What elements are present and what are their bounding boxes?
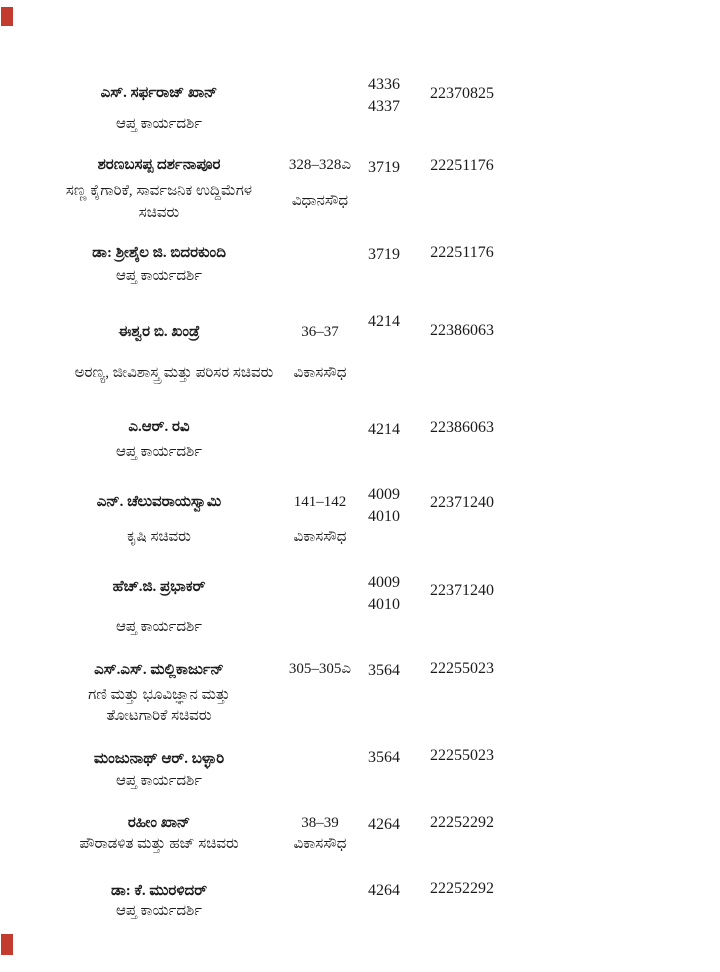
extension-line: 3564 (368, 662, 400, 679)
entry-3-role: ಆಪ್ತ ಕಾರ್ಯದರ್ಶಿ (115, 268, 203, 284)
entry-3-phone: 22251176 (430, 244, 494, 261)
entry-4-phone: 22386063 (430, 322, 494, 339)
extension-line: 4214 (368, 421, 400, 438)
entry-6-location: ವಿಕಾಸಸೌಧ (293, 529, 347, 545)
entry-2-phone: 22251176 (430, 157, 494, 174)
extension-line: 4337 (368, 98, 400, 115)
entry-10-department-line1: ಪೌರಾಡಳಿತ ಮತ್ತು ಹಜ್ ಸಚಿವರು (79, 836, 239, 852)
extension-line: 3564 (368, 749, 400, 766)
entry-10-room: 38–39 (301, 815, 339, 831)
entry-6-room: 141–142 (293, 494, 347, 510)
entry-5-extensions (356, 419, 412, 441)
entry-8-name: ಎಸ್.ಎಸ್. ಮಲ್ಲಿಕಾರ್ಜುನ್ (94, 662, 224, 678)
entry-10-name: ರಹೀಂ ಖಾನ್ (127, 815, 191, 831)
entry-6-name: ಎನ್. ಚೆಲುವರಾಯಸ್ವಾಮಿ (96, 494, 222, 510)
entry-9-role: ಆಪ್ತ ಕಾರ್ಯದರ್ಶಿ (115, 773, 203, 789)
entry-11-extensions (356, 880, 412, 902)
entry-2-room: 328–328ಎ (288, 157, 352, 173)
scan-red-mark-top (1, 7, 13, 26)
entry-5-name: ಎ.ಆರ್. ರವಿ (128, 419, 190, 435)
extension-line: 4264 (368, 816, 400, 833)
entry-1-phone: 22370825 (430, 85, 494, 102)
extension-line: 4336 (368, 76, 400, 93)
entry-10-location: ವಿಕಾಸಸೌಧ (293, 836, 347, 852)
entry-1-name: ಎಸ್. ಸರ್ಫರಾಜ್ ಖಾನ್ (100, 85, 218, 101)
entry-8-phone: 22255023 (430, 660, 494, 677)
entry-6-department-line1: ಕೃಷಿ ಸಚಿವರು (127, 529, 191, 545)
entry-9-phone: 22255023 (430, 747, 494, 764)
entry-5-phone: 22386063 (430, 419, 494, 436)
extension-line: 3719 (368, 159, 400, 176)
extension-line: 4214 (368, 313, 400, 330)
extension-line: 4264 (368, 882, 400, 899)
entry-1-role: ಆಪ್ತ ಕಾರ್ಯದರ್ಶಿ (115, 116, 203, 132)
entry-8-department-line2: ತೋಟಗಾರಿಕೆ ಸಚಿವರು (106, 708, 212, 724)
entry-7-role: ಆಪ್ತ ಕಾರ್ಯದರ್ಶಿ (115, 619, 203, 635)
entry-8-department-line1: ಗಣಿ ಮತ್ತು ಭೂವಿಜ್ಞಾನ ಮತ್ತು (88, 687, 230, 703)
entry-4-location: ವಿಕಾಸಸೌಧ (293, 365, 347, 381)
entry-2-department-line1: ಸಣ್ಣ ಕೈಗಾರಿಕೆ, ಸಾರ್ವಜನಿಕ ಉದ್ದಿಮೆಗಳ (65, 183, 253, 199)
entry-7-extensions (356, 572, 412, 616)
entry-4-extensions (356, 311, 412, 333)
entry-10-phone: 22252292 (430, 814, 494, 831)
entry-2-department-line2: ಸಚಿವರು (138, 205, 180, 221)
entry-6-phone: 22371240 (430, 494, 494, 511)
entry-3-extensions (356, 244, 412, 266)
entry-7-phone: 22371240 (430, 582, 494, 599)
extension-line: 3719 (368, 246, 400, 263)
entry-6-extensions (356, 484, 412, 528)
entry-11-role: ಆಪ್ತ ಕಾರ್ಯದರ್ಶಿ (115, 903, 203, 919)
entry-2-name: ಶರಣಬಸಪ್ಪ ದರ್ಶನಾಪೂರ (97, 157, 221, 173)
scan-red-mark-bottom (1, 934, 13, 955)
extension-line: 4009 (368, 574, 400, 591)
entry-2-extensions (356, 157, 412, 179)
entry-1-extensions (356, 74, 412, 118)
entry-3-name: ಡಾ: ಶ್ರೀಶೈಲ ಜಿ. ಬಿದರಕುಂದಿ (92, 245, 226, 261)
entry-11-phone: 22252292 (430, 880, 494, 897)
extension-line: 4010 (368, 508, 400, 525)
extension-line: 4010 (368, 596, 400, 613)
extension-line: 4009 (368, 486, 400, 503)
entry-4-name: ಈಶ್ವರ ಬಿ. ಖಂಡ್ರೆ (118, 324, 200, 340)
entry-8-extensions (356, 660, 412, 682)
entry-2-location: ವಿಧಾನಸೌಧ (291, 193, 349, 209)
entry-5-role: ಆಪ್ತ ಕಾರ್ಯದರ್ಶಿ (115, 444, 203, 460)
entry-9-extensions (356, 747, 412, 769)
entry-10-extensions (356, 814, 412, 836)
entry-4-department-line1: ಅರಣ್ಯ, ಜೀವಿಶಾಸ್ತ್ರ ಮತ್ತು ಪರಿಸರ ಸಚಿವರು (74, 365, 274, 381)
entry-7-name: ಹೆಚ್.ಜಿ. ಪ್ರಭಾಕರ್ (112, 579, 206, 595)
entry-9-name: ಮಂಜುನಾಥ್ ಆರ್. ಬಳ್ಳಾರಿ (93, 751, 225, 767)
entry-11-name: ಡಾ: ಕೆ. ಮುರಳಿದರ್ (110, 883, 208, 899)
entry-4-room: 36–37 (301, 324, 339, 340)
entry-8-room: 305–305ಎ (288, 661, 352, 677)
